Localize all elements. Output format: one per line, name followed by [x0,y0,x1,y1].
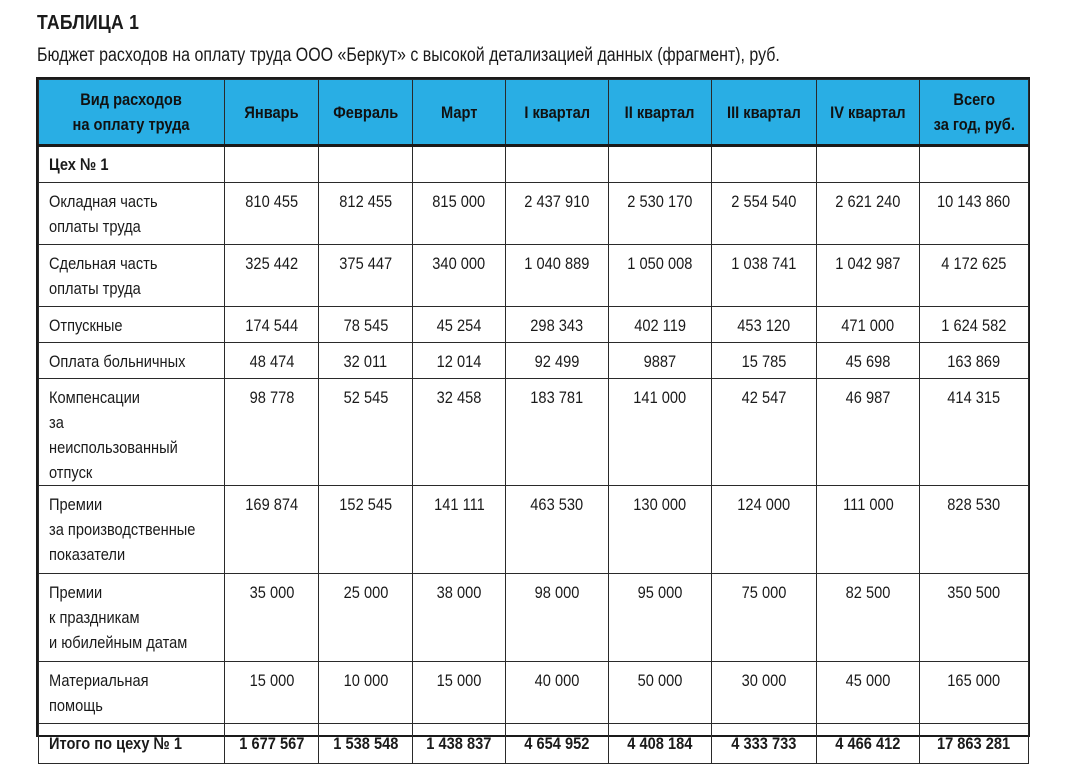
value-cell: 75 000 [712,574,817,662]
section-label: Цех № 1 [39,146,225,183]
value-cell: 453 120 [712,307,817,343]
col-header-q4: IV квартал [817,80,920,146]
row-label: Сдельная часть оплаты труда [39,245,225,307]
value-cell: 4 172 625 [920,245,1029,307]
value-cell: 1 042 987 [817,245,920,307]
value-cell: 92 499 [506,343,609,379]
value-cell: 2 437 910 [506,183,609,245]
row-label: Компенсации за неиспользованный отпуск [39,379,225,486]
col-header-expense-type: Вид расходов на оплату труда [39,80,225,146]
value-cell: 810 455 [225,183,319,245]
table-cell [920,146,1029,183]
table-cell [413,146,506,183]
value-cell: 46 987 [817,379,920,486]
labor-budget-table [38,79,1029,764]
table-cell [609,146,712,183]
value-cell: 10 143 860 [920,183,1029,245]
table-row [39,183,1029,245]
table-cell [506,146,609,183]
value-cell: 298 343 [506,307,609,343]
row-label: Итого по цеху № 1 [39,724,225,764]
value-cell: 124 000 [712,486,817,574]
value-cell: 12 014 [413,343,506,379]
value-cell: 30 000 [712,662,817,724]
value-cell: 1 538 548 [319,724,413,764]
row-label: Отпускные [39,307,225,343]
value-cell: 1 050 008 [609,245,712,307]
value-cell: 15 785 [712,343,817,379]
value-cell: 40 000 [506,662,609,724]
value-cell: 48 474 [225,343,319,379]
table-cell [817,146,920,183]
value-cell: 141 000 [609,379,712,486]
budget-table-frame [36,77,1030,753]
value-cell: 4 408 184 [609,724,712,764]
value-cell: 78 545 [319,307,413,343]
value-cell: 15 000 [225,662,319,724]
value-cell: 32 011 [319,343,413,379]
table-row [39,343,1029,379]
value-cell: 4 333 733 [712,724,817,764]
value-cell: 174 544 [225,307,319,343]
value-cell: 111 000 [817,486,920,574]
row-label: Премии к праздникам и юбилейным датам [39,574,225,662]
value-cell: 152 545 [319,486,413,574]
col-header-q1: I квартал [506,80,609,146]
col-header-march: Март [413,80,506,146]
value-cell: 463 530 [506,486,609,574]
table-row [39,486,1029,574]
value-cell: 2 530 170 [609,183,712,245]
table-header-row [39,80,1029,146]
value-cell: 1 438 837 [413,724,506,764]
value-cell: 471 000 [817,307,920,343]
section-row [39,146,1029,183]
table-cell [319,146,413,183]
value-cell: 17 863 281 [920,724,1029,764]
value-cell: 828 530 [920,486,1029,574]
value-cell: 1 040 889 [506,245,609,307]
value-cell: 141 111 [413,486,506,574]
table-row [39,245,1029,307]
value-cell: 375 447 [319,245,413,307]
value-cell: 165 000 [920,662,1029,724]
table-cell [225,146,319,183]
value-cell: 38 000 [413,574,506,662]
value-cell: 130 000 [609,486,712,574]
value-cell: 1 677 567 [225,724,319,764]
value-cell: 402 119 [609,307,712,343]
value-cell: 4 654 952 [506,724,609,764]
col-header-january: Январь [225,80,319,146]
col-header-february: Февраль [319,80,413,146]
row-label: Материальная помощь [39,662,225,724]
value-cell: 32 458 [413,379,506,486]
value-cell: 82 500 [817,574,920,662]
value-cell: 9887 [609,343,712,379]
col-header-q3: III квартал [712,80,817,146]
value-cell: 815 000 [413,183,506,245]
value-cell: 2 621 240 [817,183,920,245]
table-caption: Бюджет расходов на оплату труда ООО «Беркут» с высокой детализацией данных (фрагмент), руб. [37,45,780,66]
row-label: Премии за производственные показатели [39,486,225,574]
value-cell: 98 778 [225,379,319,486]
value-cell: 45 698 [817,343,920,379]
value-cell: 163 869 [920,343,1029,379]
value-cell: 2 554 540 [712,183,817,245]
value-cell: 95 000 [609,574,712,662]
value-cell: 169 874 [225,486,319,574]
total-row [39,724,1029,764]
value-cell: 414 315 [920,379,1029,486]
value-cell: 52 545 [319,379,413,486]
value-cell: 25 000 [319,574,413,662]
row-label: Окладная часть оплаты труда [39,183,225,245]
table-row [39,379,1029,486]
value-cell: 50 000 [609,662,712,724]
table-row [39,662,1029,724]
value-cell: 4 466 412 [817,724,920,764]
value-cell: 1 624 582 [920,307,1029,343]
value-cell: 98 000 [506,574,609,662]
value-cell: 45 000 [817,662,920,724]
value-cell: 1 038 741 [712,245,817,307]
value-cell: 340 000 [413,245,506,307]
value-cell: 10 000 [319,662,413,724]
table-title: ТАБЛИЦА 1 [37,12,140,34]
value-cell: 15 000 [413,662,506,724]
value-cell: 183 781 [506,379,609,486]
value-cell: 45 254 [413,307,506,343]
value-cell: 42 547 [712,379,817,486]
value-cell: 350 500 [920,574,1029,662]
value-cell: 325 442 [225,245,319,307]
table-cell [712,146,817,183]
row-label: Оплата больничных [39,343,225,379]
value-cell: 35 000 [225,574,319,662]
value-cell: 812 455 [319,183,413,245]
table-row [39,574,1029,662]
table-row [39,307,1029,343]
col-header-year-total: Всего за год, руб. [920,80,1029,146]
col-header-q2: II квартал [609,80,712,146]
